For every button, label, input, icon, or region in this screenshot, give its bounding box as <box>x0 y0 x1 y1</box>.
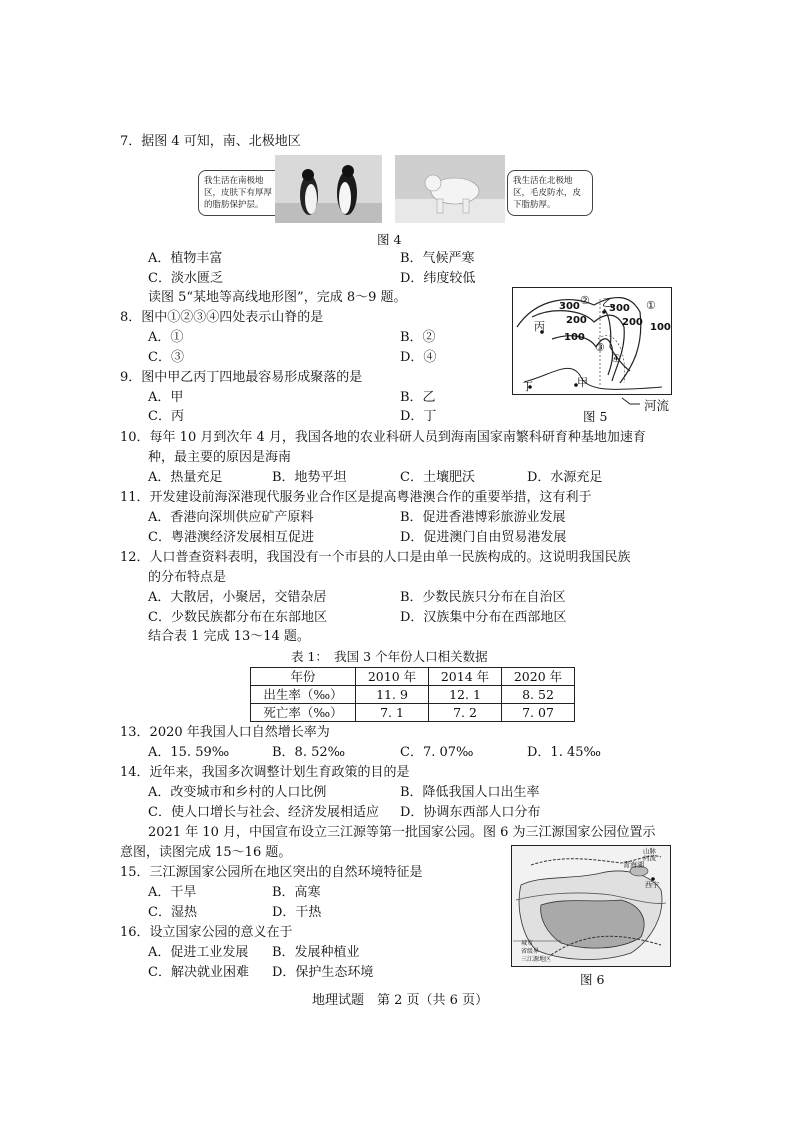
q11-option-c[interactable]: C．粤港澳经济发展相互促进 <box>148 530 314 545</box>
table-cell: 11. 9 <box>356 686 429 704</box>
q13-stem: 13．2020 年我国人口自然增长率为 <box>120 725 330 740</box>
q10-option-d[interactable]: D．水源充足 <box>527 470 603 485</box>
table-header-cell: 2010 年 <box>356 668 429 686</box>
q14-option-b[interactable]: B．降低我国人口出生率 <box>400 785 540 800</box>
marker-4: ④ <box>611 352 621 365</box>
q16-option-d[interactable]: D．保护生态环境 <box>272 965 374 980</box>
table-cell: 死亡率（‰） <box>251 704 356 722</box>
q15-option-b[interactable]: B．高寒 <box>272 885 321 900</box>
contour-label-300: 300 <box>609 303 630 314</box>
park-intro-line1: 2021 年 10 月，中国宣布设立三江源等第一批国家公园。图 6 为三江源国家公园位置示 <box>148 825 656 840</box>
legend-sanjiangyuan: 三江源地区 <box>521 956 552 963</box>
legend-boundary: 省级界 <box>521 948 540 955</box>
point-label-yi: 乙 <box>602 296 613 309</box>
polar-bear-photo <box>395 155 505 223</box>
map-label-lake: 青海湖 <box>623 861 644 869</box>
fig6-caption: 图 6 <box>580 972 605 987</box>
q15-option-a[interactable]: A．干旱 <box>148 885 197 900</box>
page-footer: 地理试题 第 2 页（共 6 页） <box>312 993 489 1008</box>
q8-option-a[interactable]: A．① <box>148 330 184 345</box>
fig6-sanjiangyuan-map <box>511 845 671 967</box>
legend-river: 河流 <box>643 854 656 862</box>
marker-3: ③ <box>595 341 605 354</box>
speech-bubble-penguin: 我生活在南极地区，皮肤下有厚厚的脂肪保护层。 <box>198 170 284 216</box>
q14-stem: 14．近年来，我国多次调整计划生育政策的目的是 <box>120 765 410 780</box>
q13-option-d[interactable]: D．1. 45‰ <box>527 745 601 760</box>
contour-label-200: 200 <box>622 317 643 328</box>
q11-option-a[interactable]: A．香港向深圳供应矿产原料 <box>148 510 314 525</box>
q12-stem-line1: 12．人口普查资料表明，我国没有一个市县的人口是由单一民族构成的。这说明我国民族 <box>120 550 631 565</box>
fig5-legend-river: 河流 <box>644 398 670 413</box>
q10-stem-line1: 10．每年 10 月到次年 4 月，我国各地的农业科研人员到海南国家南繁科研育种基地加速育 <box>120 430 646 445</box>
speech-bubble-polar-bear: 我生活在北极地区，毛皮防水，皮下脂肪厚。 <box>507 170 593 216</box>
q9-option-d[interactable]: D．丁 <box>400 409 437 424</box>
q16-stem: 16．设立国家公园的意义在于 <box>120 925 293 940</box>
q7-option-c[interactable]: C．淡水匮乏 <box>148 271 223 286</box>
q14-option-d[interactable]: D．协调东西部人口分布 <box>400 805 541 820</box>
q10-option-c[interactable]: C．土壤肥沃 <box>400 470 475 485</box>
q9-stem: 9．图中甲乙丙丁四地最容易形成聚落的是 <box>120 370 363 385</box>
q8-option-c[interactable]: C．③ <box>148 350 184 365</box>
q12-option-d[interactable]: D．汉族集中分布在西部地区 <box>400 610 567 625</box>
q9-option-c[interactable]: C．丙 <box>148 409 184 424</box>
table-row <box>251 686 575 704</box>
q12-stem-line2: 的分布特点是 <box>148 570 227 585</box>
q14-option-c[interactable]: C．使人口增长与社会、经济发展相适应 <box>148 805 379 820</box>
q11-option-d[interactable]: D．促进澳门自由贸易港发展 <box>400 530 567 545</box>
table-header-row <box>251 668 575 686</box>
fig5-intro: 读图 5“某地等高线地形图”，完成 8～9 题。 <box>148 290 407 305</box>
table-cell: 7. 07 <box>502 704 575 722</box>
table-cell: 出生率（‰） <box>251 686 356 704</box>
penguin-photo <box>275 155 382 223</box>
table-header-cell: 年份 <box>251 668 356 686</box>
q12-option-a[interactable]: A．大散居，小聚居，交错杂居 <box>148 590 327 605</box>
table-cell: 8. 52 <box>502 686 575 704</box>
q10-option-a[interactable]: A．热量充足 <box>148 470 223 485</box>
q15-option-d[interactable]: D．干热 <box>272 905 322 920</box>
marker-1: ① <box>646 299 656 312</box>
table1-title: 表 1： 我国 3 个年份人口相关数据 <box>291 649 488 664</box>
fig5-contour-map <box>512 287 672 397</box>
q7-option-b[interactable]: B．气候严寒 <box>400 251 475 266</box>
q12-option-c[interactable]: C．少数民族都分布在东部地区 <box>148 610 327 625</box>
q8-option-b[interactable]: B．② <box>400 330 436 345</box>
q11-option-b[interactable]: B．促进香港博彩旅游业发展 <box>400 510 566 525</box>
q13-option-a[interactable]: A．15. 59‰ <box>148 745 230 760</box>
table-cell: 7. 1 <box>356 704 429 722</box>
q9-option-b[interactable]: B．乙 <box>400 390 436 405</box>
river-legend-icon <box>620 395 642 409</box>
map-label-city: 西宁 <box>645 881 659 889</box>
population-table <box>250 667 575 722</box>
q10-option-b[interactable]: B．地势平坦 <box>272 470 347 485</box>
q16-option-c[interactable]: C．解决就业困难 <box>148 965 249 980</box>
contour-label-100: 100 <box>650 322 671 333</box>
q16-option-b[interactable]: B．发展种植业 <box>272 945 360 960</box>
q14-option-a[interactable]: A．改变城市和乡村的人口比例 <box>148 785 327 800</box>
legend-mountain: 山脉 <box>643 847 656 855</box>
q13-option-b[interactable]: B．8. 52‰ <box>272 745 346 760</box>
point-label-bing: 丙 <box>534 320 545 333</box>
q8-stem: 8．图中①②③④四处表示山脊的是 <box>120 310 324 325</box>
q13-option-c[interactable]: C．7. 07‰ <box>400 745 474 760</box>
q7-stem: 7．据图 4 可知，南、北极地区 <box>120 134 301 149</box>
table-cell: 7. 2 <box>429 704 502 722</box>
table-intro: 结合表 1 完成 13～14 题。 <box>148 629 310 644</box>
table-header-cell: 2020 年 <box>502 668 575 686</box>
q9-option-a[interactable]: A．甲 <box>148 390 184 405</box>
contour-label-300: 300 <box>559 301 580 312</box>
park-intro-line2: 意图，读图完成 15～16 题。 <box>120 845 292 860</box>
point-label-jia: 甲 <box>577 376 588 389</box>
contour-label-200: 200 <box>566 315 587 326</box>
table-header-cell: 2014 年 <box>429 668 502 686</box>
contour-label-100: 100 <box>564 332 585 343</box>
q10-stem-line2: 种，最主要的原因是海南 <box>148 450 292 465</box>
fig4-caption: 图 4 <box>377 232 402 247</box>
q12-option-b[interactable]: B．少数民族只分布在自治区 <box>400 590 566 605</box>
q15-stem: 15．三江源国家公园所在地区突出的自然环境特征是 <box>120 865 423 880</box>
q15-option-c[interactable]: C．湿热 <box>148 905 197 920</box>
q8-option-d[interactable]: D．④ <box>400 350 437 365</box>
fig5-caption: 图 5 <box>583 409 608 424</box>
legend-city: 城市 <box>521 940 534 947</box>
table-cell: 12. 1 <box>429 686 502 704</box>
point-label-ding: 丁 <box>522 380 533 393</box>
marker-2: ② <box>580 294 590 307</box>
q16-option-a[interactable]: A．促进工业发展 <box>148 945 249 960</box>
q7-option-d[interactable]: D．纬度较低 <box>400 271 476 286</box>
q11-stem: 11．开发建设前海深港现代服务业合作区是提高粤港澳合作的重要举措，这有利于 <box>120 490 592 505</box>
table-row <box>251 704 575 722</box>
q7-option-a[interactable]: A．植物丰富 <box>148 251 223 266</box>
